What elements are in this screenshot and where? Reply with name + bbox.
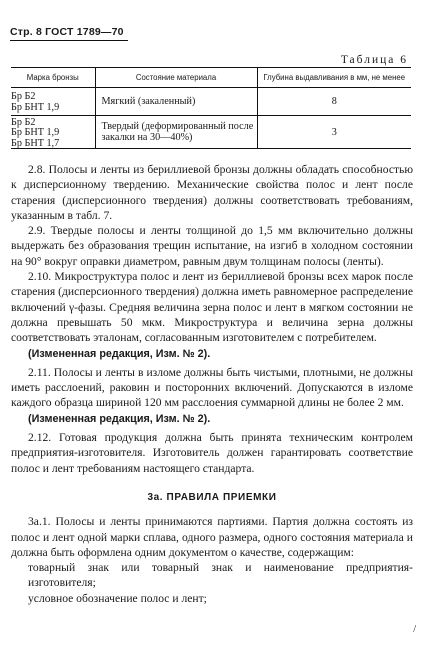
table-row xyxy=(11,116,411,149)
paragraph-2-9: 2.9. Твердые полосы и ленты толщиной до 1,5 мм включительно должны выдержать без образования трещин испытание, на изгиб в холодном состоянии на 90° вокруг оправки диаметром, равным двум толщинам полосы (ленты). xyxy=(11,224,413,268)
depth-cell: 8 xyxy=(257,88,411,116)
paragraph-2-11: 2.11. Полосы и ленты в изломе должны быть чистыми, плотными, не должны иметь расслоений, раковин и посторонних включений. Допускаются в изломе каждого образца шириной 120 мм расслоения суммарной длины не более 2 мм. xyxy=(11,365,413,410)
grade-label: Бр Б2 xyxy=(11,91,36,103)
paragraph-3a-1: 3а.1. Полосы и ленты принимаются партиями. Партия должна состоять из полос и лент одной марки сплава, одного размера, одного состояния материала и должна быть оформлена одним документом о качестве, содержащим: xyxy=(11,515,413,559)
state-cell: Мягкий (закаленный) xyxy=(95,88,257,116)
grade-cell xyxy=(11,116,95,149)
grade-label: Бр БНТ 1,9 xyxy=(11,101,60,113)
change-note: (Измененная редакция, Изм. № 2). xyxy=(28,347,211,360)
table-caption: Таблица 6 xyxy=(340,54,408,66)
grade-cell xyxy=(11,88,95,116)
body-text xyxy=(11,162,413,606)
depth-cell: 3 xyxy=(257,116,411,149)
paragraph-2-12: 2.12. Готовая продукция должна быть принята техническим контролем предприятия-изготовителя. Изготовитель должен гарантировать соответствие полос и лент требованиям настоящего стандарта. xyxy=(11,431,413,475)
grade-label: Бр БНТ 1,9 xyxy=(11,127,60,139)
list-item: условное обозначение полос и лент; xyxy=(28,591,207,605)
grade-label: Бр Б2 xyxy=(11,116,36,128)
paragraph-2-10: 2.10. Микроструктура полос и лент из бериллиевой бронзы всех марок после старения (дисперсионного твердения) должна иметь равномерное распределение включений γ-фазы. Средняя величина зерна полос и лент в мягком состоянии не должна превышать 50 мкм. Микроструктура и величина зерна должны соответствовать эталонам, согласованным изготовителем с потребителем. xyxy=(11,270,413,345)
paragraph-2-8: 2.8. Полосы и ленты из бериллиевой бронзы должны обладать способностью к дисперсионному твердению. Механические свойства полос и лент после старения (дисперсионного твердения) должны соответствовать требованиям, указанным в табл. 7. xyxy=(11,163,413,222)
column-header: Марка бронзы xyxy=(11,68,95,88)
change-note: (Измененная редакция, Изм. № 2). xyxy=(28,412,211,425)
section-title: 3а. ПРАВИЛА ПРИЕМКИ xyxy=(147,491,277,503)
list-item: товарный знак или товарный знак и наименование предприятия-изготовителя; xyxy=(28,561,413,590)
table-row xyxy=(11,88,411,116)
bronze-table xyxy=(11,67,411,149)
grade-label: Бр БНТ 1,7 xyxy=(11,137,60,149)
header-rule xyxy=(10,40,128,41)
table-header-row xyxy=(11,68,411,88)
column-header: Глубина выдавливания в мм, не менее xyxy=(257,68,411,88)
column-header: Состояние материала xyxy=(95,68,257,88)
corner-mark: / xyxy=(413,624,416,635)
page-header: Стр. 8 ГОСТ 1789—70 xyxy=(10,26,124,38)
state-cell: Твердый (деформированный после закалки на 30—40%) xyxy=(95,116,257,149)
